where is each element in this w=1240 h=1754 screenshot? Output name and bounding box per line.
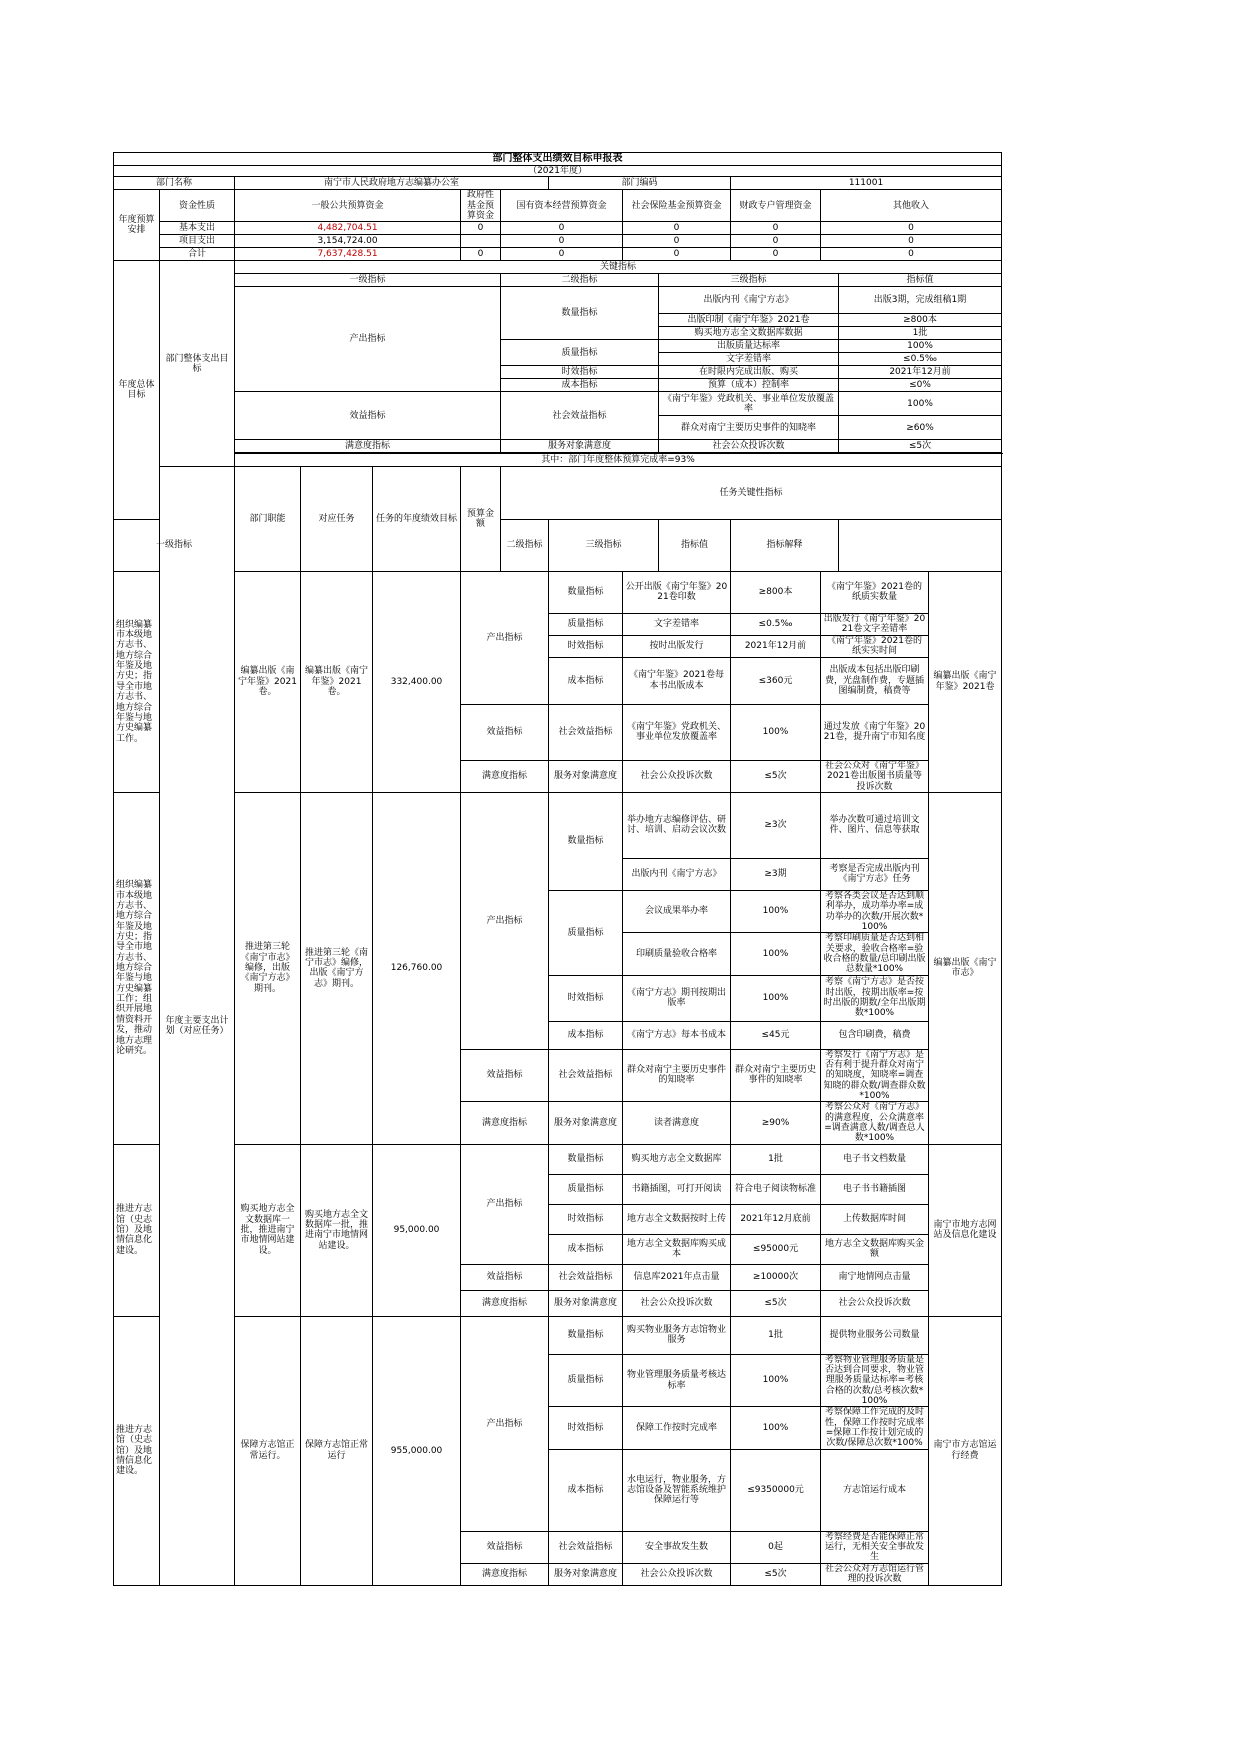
task4-benefit: 效益指标 [461, 1531, 549, 1563]
task4-explain: 考察经费是否能保障正常运行，无相关安全事故发生 [821, 1531, 929, 1563]
col-state-capital: 国有资本经营预算资金 [501, 190, 623, 222]
task1-indicator: 文字差错率 [623, 613, 731, 635]
task3-explain: 社会公众投诉次数 [821, 1290, 929, 1316]
task3-value: 符合电子阅读物标准 [731, 1174, 821, 1204]
task3-explain: 地方志全文数据库购买金额 [821, 1234, 929, 1264]
task2-explain: 包含印刷费，稿费 [821, 1021, 929, 1049]
task2-indicator: 出版内刊《南宁方志》 [623, 858, 731, 890]
plan-col-l2: 二级指标 [501, 519, 549, 571]
task4-explain: 考察物业管理服务质量是否达到合同要求，物业管理服务质量达标率=考核合格的次数/总考核次数*100% [821, 1354, 929, 1407]
task2-indicator: 举办地方志编修评估、研讨、培训、启动会议次数 [623, 792, 731, 858]
task2-explain: 考察《南宁方志》是否按时出版，按期出版率=按时出版的期数/全年出版期数*100% [821, 975, 929, 1021]
col-fund-nature: 资金性质 [160, 190, 235, 222]
overall-indicator: 《南宁年鉴》党政机关、事业单位发放覆盖率 [659, 392, 839, 416]
task3-indicator: 信息库2021年点击量 [623, 1264, 731, 1290]
overall-hv: 指标值 [839, 274, 1002, 287]
task2-explain: 考察是否完成出版内刊《南宁方志》任务 [821, 858, 929, 890]
task3-indicator: 地方志全文数据库购买成本 [623, 1234, 731, 1264]
task3-value: ≤95000元 [731, 1234, 821, 1264]
task2-value: 100% [731, 933, 821, 975]
l2-cost: 成本指标 [549, 1234, 623, 1264]
overall-value: ≥800本 [839, 314, 1002, 327]
key-indicators-header: 关键指标 [235, 261, 1002, 274]
task2-satisfaction: 满意度指标 [461, 1102, 549, 1144]
budget-other-value: 0 [821, 235, 1002, 248]
overall-indicator: 出版质量达标率 [659, 340, 839, 353]
task3-value: 2021年12月底前 [731, 1204, 821, 1234]
task4-value: 0起 [731, 1531, 821, 1563]
task2-value: ≥90% [731, 1102, 821, 1144]
budget-general-value: 7,637,428.51 [235, 248, 461, 261]
task3-func: 推进方志馆（史志馆）及地情信息化建设。 [114, 1144, 160, 1316]
task4-explain: 考察保障工作完成的及时性，保障工作按时完成率=保障工作按计划完成的次数/保障总次数*100% [821, 1407, 929, 1449]
task2-indicator: 群众对南宁主要历史事件的知晓率 [623, 1049, 731, 1102]
plan-col-key: 任务关键性指标 [501, 467, 1002, 519]
task1-explain: 社会公众对《南宁年鉴》2021卷出版图书质量等投诉次数 [821, 760, 929, 792]
plan-col-amount: 预算金额 [461, 467, 501, 571]
budget-special-value: 0 [731, 248, 821, 261]
overall-value: ≤0.5‰ [839, 353, 1002, 366]
l2-social: 社会效益指标 [549, 1264, 623, 1290]
l2-time: 时效指标 [549, 1204, 623, 1234]
budget-state-value: 0 [501, 222, 623, 235]
budget-social-value: 0 [623, 222, 731, 235]
l2-quantity: 数量指标 [549, 1316, 623, 1354]
task1-value: 100% [731, 704, 821, 760]
task1-project: 编纂出版《南宁年鉴》2021卷 [929, 571, 1002, 792]
l2-quality: 质量指标 [549, 1354, 623, 1407]
task1-explain: 出版成本包括出版印刷费，光盘制作费，专题插图编制费，稿费等 [821, 657, 929, 704]
l2-social: 社会效益指标 [549, 1049, 623, 1102]
overall-value: ≤5次 [839, 440, 1002, 453]
task3-explain: 南宁地情网点击量 [821, 1264, 929, 1290]
overall-h1: 一级指标 [235, 274, 501, 287]
budget-other-value: 0 [821, 248, 1002, 261]
l2-time: 时效指标 [549, 635, 623, 657]
l2-service: 服务对象满意度 [549, 1290, 623, 1316]
task1-value: 2021年12月前 [731, 635, 821, 657]
overall-value: ≥60% [839, 416, 1002, 440]
task1-explain: 出版发行《南宁年鉴》2021卷文字差错率 [821, 613, 929, 635]
budget-general-value: 3,154,724.00 [235, 235, 461, 248]
overall-indicator: 文字差错率 [659, 353, 839, 366]
l2-cost: 成本指标 [549, 657, 623, 704]
l2-service: 服务对象满意度 [549, 1102, 623, 1144]
task2-amount: 126,760.00 [373, 792, 461, 1144]
col-special-account: 财政专户管理资金 [731, 190, 821, 222]
overall-indicator: 在时限内完成出版、购买 [659, 366, 839, 379]
task2-explain: 考察发行《南宁方志》是否有利于提升群众对南宁的知晓度，知晓率=调查知晓的群众数/调查群众数*100% [821, 1049, 929, 1102]
overall-indicator: 预算（成本）控制率 [659, 379, 839, 392]
budget-social-value: 0 [623, 248, 731, 261]
dept-code-label: 部门编码 [549, 177, 731, 190]
budget-state-value: 0 [501, 235, 623, 248]
task1-value: ≤360元 [731, 657, 821, 704]
performance-target-sheet [113, 152, 1001, 1586]
task2-value: 100% [731, 975, 821, 1021]
task3-indicator: 社会公众投诉次数 [623, 1290, 731, 1316]
task2-explain: 举办次数可通过培训文件、图片、信息等获取 [821, 792, 929, 858]
task4-project: 南宁市方志馆运行经费 [929, 1316, 1002, 1585]
task2-value: ≥3次 [731, 792, 821, 858]
task1-value: ≤5次 [731, 760, 821, 792]
task3-indicator: 书籍插图，可打开阅读 [623, 1174, 731, 1204]
task1-indicator: 《南宁年鉴》2021卷每本书出版成本 [623, 657, 731, 704]
budget-special-value: 0 [731, 235, 821, 248]
task1-indicator: 社会公众投诉次数 [623, 760, 731, 792]
task4-goal: 保障方志馆正常运行 [301, 1316, 373, 1585]
budget-section-label: 年度预算安排 [114, 190, 160, 261]
overall-quantity: 数量指标 [501, 287, 659, 340]
task2-task: 推进第三轮《南宁市志》编修，出版《南宁方志》期刊。 [235, 792, 301, 1144]
task2-goal: 推进第三轮《南宁市志》编修，出版《南宁方志》期刊。 [301, 792, 373, 1144]
overall-value: 2021年12月前 [839, 366, 1002, 379]
overall-h3: 三级指标 [659, 274, 839, 287]
task1-indicator: 按时出版发行 [623, 635, 731, 657]
task3-value: ≤5次 [731, 1290, 821, 1316]
task4-indicator: 物业管理服务质量考核达标率 [623, 1354, 731, 1407]
task1-explain: 通过发放《南宁年鉴》2021卷，提升南宁市知名度 [821, 704, 929, 760]
overall-value: ≤0% [839, 379, 1002, 392]
overall-value: 100% [839, 392, 1002, 416]
l2-quality: 质量指标 [549, 613, 623, 635]
overall-indicator: 社会公众投诉次数 [659, 440, 839, 453]
task1-amount: 332,400.00 [373, 571, 461, 792]
budget-gov-fund-value: 0 [461, 222, 501, 235]
sheet-year: （2021年度） [114, 166, 1002, 177]
task1-goal: 编纂出版《南宁年鉴》2021卷。 [301, 571, 373, 792]
task2-indicator: 《南宁方志》期刊按期出版率 [623, 975, 731, 1021]
l2-cost: 成本指标 [549, 1021, 623, 1049]
task3-value: 1批 [731, 1144, 821, 1174]
l2-social: 社会效益指标 [549, 704, 623, 760]
task4-value: 100% [731, 1407, 821, 1449]
overall-section-label: 年度总体目标 [114, 261, 160, 519]
task3-output: 产出指标 [461, 1144, 549, 1264]
task1-output: 产出指标 [461, 571, 549, 704]
plan-col-func: 部门职能 [235, 467, 301, 571]
dept-name: 南宁市人民政府地方志编纂办公室 [235, 177, 549, 190]
overall-value: 1批 [839, 327, 1002, 340]
task4-value: ≤9350000元 [731, 1449, 821, 1531]
task4-indicator: 保障工作按时完成率 [623, 1407, 731, 1449]
task3-amount: 95,000.00 [373, 1144, 461, 1316]
budget-row-label: 项目支出 [160, 235, 235, 248]
task2-value: 100% [731, 890, 821, 932]
l2-quantity: 数量指标 [549, 571, 623, 613]
overall-social: 社会效益指标 [501, 392, 659, 440]
overall-indicator: 购买地方志全文数据库数据 [659, 327, 839, 340]
task4-value: 100% [731, 1354, 821, 1407]
l2-cost: 成本指标 [549, 1449, 623, 1531]
col-gov-fund: 政府性基金预算资金 [461, 190, 501, 222]
task4-explain: 提供物业服务公司数量 [821, 1316, 929, 1354]
overall-goal-label: 部门整体支出目标 [160, 261, 235, 467]
task3-benefit: 效益指标 [461, 1264, 549, 1290]
overall-output: 产出指标 [235, 287, 501, 392]
budget-social-value: 0 [623, 235, 731, 248]
overall-footer: 其中：部门年度整体预算完成率=93% [235, 454, 1002, 467]
l2-social: 社会效益指标 [549, 1531, 623, 1563]
budget-row-label: 合计 [160, 248, 235, 261]
task1-explain: 《南宁年鉴》2021卷的纸实实时间 [821, 635, 929, 657]
budget-gov-fund-value [461, 235, 501, 248]
col-other-income: 其他收入 [821, 190, 1002, 222]
budget-other-value: 0 [821, 222, 1002, 235]
plan-col-l1: 一级指标 [114, 519, 235, 571]
task2-explain: 考察印刷质量是否达到相关要求，验收合格率=验收合格的数量/总印刷出版总数量*100% [821, 933, 929, 975]
overall-value: 100% [839, 340, 1002, 353]
l2-service: 服务对象满意度 [549, 760, 623, 792]
performance-table [113, 152, 1002, 1586]
task4-satisfaction: 满意度指标 [461, 1563, 549, 1585]
plan-col-val: 指标值 [659, 519, 731, 571]
task2-project: 编纂出版《南宁市志》 [929, 792, 1002, 1144]
task4-output: 产出指标 [461, 1316, 549, 1531]
task2-value: 群众对南宁主要历史事件的知晓率 [731, 1049, 821, 1102]
task4-indicator: 社会公众投诉次数 [623, 1563, 731, 1585]
task4-indicator: 安全事故发生数 [623, 1531, 731, 1563]
task4-explain: 方志馆运行成本 [821, 1449, 929, 1531]
task3-explain: 电子书书籍插图 [821, 1174, 929, 1204]
task2-indicator: 读者满意度 [623, 1102, 731, 1144]
plan-section-label: 年度主要支出计划（对应任务） [160, 467, 235, 1585]
overall-indicator: 出版内刊《南宁方志》 [659, 287, 839, 314]
task2-benefit: 效益指标 [461, 1049, 549, 1102]
task4-value: 1批 [731, 1316, 821, 1354]
task4-func: 推进方志馆（史志馆）及地情信息化建设。 [114, 1316, 160, 1585]
task3-explain: 电子书文档数量 [821, 1144, 929, 1174]
l2-quantity: 数量指标 [549, 792, 623, 890]
task1-task: 编纂出版《南宁年鉴》2021卷。 [235, 571, 301, 792]
task4-indicator: 水电运行，物业服务，方志馆设备及智能系统维护保障运行等 [623, 1449, 731, 1531]
task1-indicator: 《南宁年鉴》党政机关、事业单位发放覆盖率 [623, 704, 731, 760]
budget-general-value: 4,482,704.51 [235, 222, 461, 235]
dept-code: 111001 [731, 177, 1002, 190]
task3-project: 南宁市地方志网站及信息化建设 [929, 1144, 1002, 1316]
task2-value: ≥3期 [731, 858, 821, 890]
budget-row-label: 基本支出 [160, 222, 235, 235]
task1-func: 组织编纂市本级地方志书、地方综合年鉴及地方史；指导全市地方志书、地方综合年鉴与地方史编纂工作。 [114, 571, 160, 792]
l2-quality: 质量指标 [549, 890, 623, 975]
task2-explain: 考察公众对《南宁方志》的满意程度，公众满意率=调查满意人数/调查总人数*100% [821, 1102, 929, 1144]
task2-indicator: 印刷质量验收合格率 [623, 933, 731, 975]
task3-task: 购买地方志全文数据库一批，推进南宁市地情网站建设。 [235, 1144, 301, 1316]
task3-value: ≥10000次 [731, 1264, 821, 1290]
col-social-insurance: 社会保险基金预算资金 [623, 190, 731, 222]
overall-benefit: 效益指标 [235, 392, 501, 440]
task1-indicator: 公开出版《南宁年鉴》2021卷印数 [623, 571, 731, 613]
overall-satisfaction: 满意度指标 [235, 440, 501, 453]
l2-time: 时效指标 [549, 1407, 623, 1449]
plan-col-explain: 指标解释 [731, 519, 839, 571]
task2-output: 产出指标 [461, 792, 549, 1049]
l2-service: 服务对象满意度 [549, 1563, 623, 1585]
overall-h2: 二级指标 [501, 274, 659, 287]
overall-value: 出版3期，完成组稿1期 [839, 287, 1002, 314]
overall-indicator: 出版印制《南宁年鉴》2021卷 [659, 314, 839, 327]
task3-satisfaction: 满意度指标 [461, 1290, 549, 1316]
task2-indicator: 会议成果举办率 [623, 890, 731, 932]
col-general-budget: 一般公共预算资金 [235, 190, 461, 222]
task2-indicator: 《南宁方志》每本书成本 [623, 1021, 731, 1049]
task1-value: ≤0.5‰ [731, 613, 821, 635]
task1-explain: 《南宁年鉴》2021卷的纸质实数量 [821, 571, 929, 613]
plan-col-goal: 任务的年度绩效目标 [373, 467, 461, 571]
task3-goal: 购买地方志全文数据库一批，推进南宁市地情网站建设。 [301, 1144, 373, 1316]
plan-col-l3: 三级指标 [549, 519, 659, 571]
l2-quantity: 数量指标 [549, 1144, 623, 1174]
task2-value: ≤45元 [731, 1021, 821, 1049]
task3-indicator: 购买地方志全文数据库 [623, 1144, 731, 1174]
task4-indicator: 购买物业服务方志馆物业服务 [623, 1316, 731, 1354]
overall-quality: 质量指标 [501, 340, 659, 366]
task1-value: ≥800本 [731, 571, 821, 613]
overall-cost: 成本指标 [501, 379, 659, 392]
overall-indicator: 群众对南宁主要历史事件的知晓率 [659, 416, 839, 440]
sheet-title: 部门整体支出绩效目标申报表 [114, 153, 1002, 166]
dept-name-label: 部门名称 [114, 177, 235, 190]
task1-satisfaction: 满意度指标 [461, 760, 549, 792]
task4-amount: 955,000.00 [373, 1316, 461, 1585]
budget-state-value: 0 [501, 248, 623, 261]
budget-special-value: 0 [731, 222, 821, 235]
plan-col-task: 对应任务 [301, 467, 373, 571]
task2-explain: 考察各类会议是否达到顺利举办，成功举办率=成功举办的次数/开展次数*100% [821, 890, 929, 932]
task3-explain: 上传数据库时间 [821, 1204, 929, 1234]
task4-task: 保障方志馆正常运行。 [235, 1316, 301, 1585]
overall-service: 服务对象满意度 [501, 440, 659, 453]
task1-benefit: 效益指标 [461, 704, 549, 760]
task2-func: 组织编纂市本级地方志书、地方综合年鉴及地方史；指导全市地方志书、地方综合年鉴与地方史编纂工作；组织开展地情资料开发，推动地方志理论研究。 [114, 792, 160, 1144]
l2-quality: 质量指标 [549, 1174, 623, 1204]
budget-gov-fund-value: 0 [461, 248, 501, 261]
task4-value: ≤5次 [731, 1563, 821, 1585]
task3-indicator: 地方志全文数据按时上传 [623, 1204, 731, 1234]
l2-time: 时效指标 [549, 975, 623, 1021]
task4-explain: 社会公众对方志馆运行管理的投诉次数 [821, 1563, 929, 1585]
overall-time: 时效指标 [501, 366, 659, 379]
